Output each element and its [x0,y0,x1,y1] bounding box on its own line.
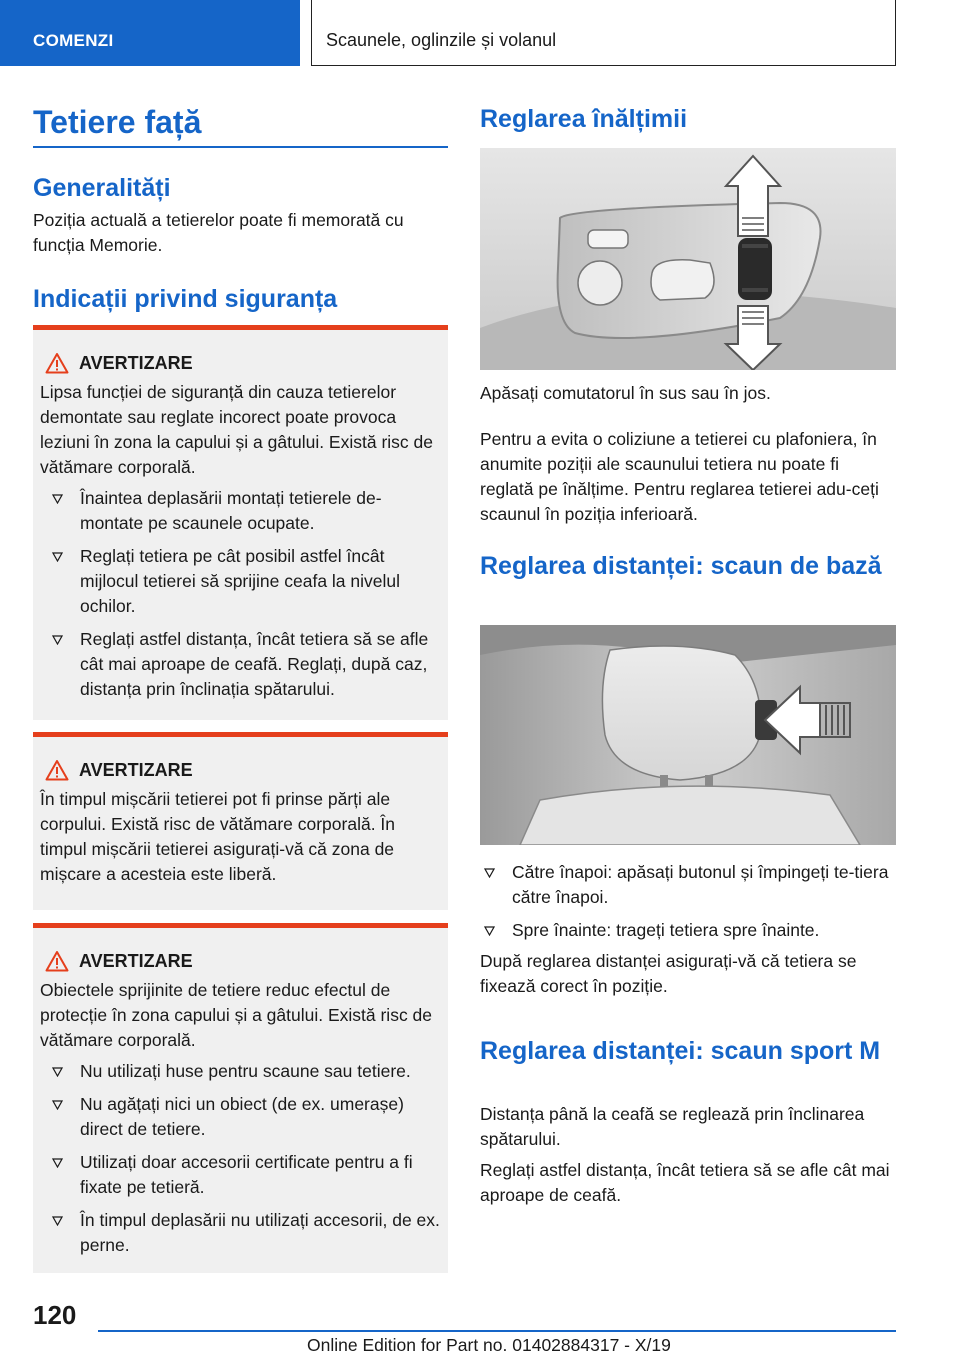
triangle-bullet-icon [52,552,63,562]
footer-divider [98,1330,896,1332]
seat-switch-image [480,148,896,370]
warning-label-2: AVERTIZARE [79,759,193,780]
list-item [52,627,440,702]
sport-seat-text-1: Distanța până la ceafă se reglează prin înclinarea spătarului. [480,1104,865,1149]
list-item [52,486,440,536]
warning-label-3: AVERTIZARE [79,950,193,971]
warning-triangle-icon [45,759,69,781]
page-number: 120 [33,1300,77,1330]
triangle-bullet-icon [52,1100,63,1110]
warning-label-1: AVERTIZARE [79,352,193,373]
triangle-bullet-icon [52,494,63,504]
base-seat-note: După reglarea distanței asigurați-vă că tetiera se fixează corect în poziție. [480,951,857,996]
title-divider [33,146,448,148]
warning-title-2 [45,757,440,783]
triangle-bullet-icon [52,1067,63,1077]
footer-edition: Online Edition for Part no. 01402884317 - X/19 [307,1335,671,1355]
triangle-bullet-icon [52,1158,63,1168]
sport-seat-heading: Reglarea distanței: scaun sport M [480,1037,881,1065]
list-item [480,860,896,910]
headrest-distance-illustration [480,625,896,845]
list-item [52,1092,440,1142]
warning-triangle-icon [45,950,69,972]
warning-title-1 [45,350,440,376]
warning-triangle-icon [45,352,69,374]
height-heading: Reglarea înălțimii [480,105,688,133]
headrest-image [480,625,896,845]
header-chapter-tab [311,0,896,66]
warning-text-1: Lipsa funcției de siguranță din cauza tetierelor demontate sau reglate incorect poate provoca leziuni în zona la capului și a gâtului. Există risc de vătămare corporală. [40,382,433,477]
bullet-text: Nu utilizați huse pentru scaune sau tetiere. [80,1061,411,1081]
list-item [480,918,896,943]
bullet-text: Utilizați doar accesorii certificate pentru a fi fixate pe tetieră. [80,1152,413,1197]
triangle-bullet-icon [52,635,63,645]
height-instruction: Apăsați comutatorul în sus sau în jos. [480,383,771,403]
warning-box-2 [33,732,448,910]
bullet-text: În timpul deplasării nu utilizați accesorii, de ex. perne. [80,1210,440,1255]
height-switch-illustration [480,148,896,370]
triangle-bullet-icon [484,926,495,936]
warning-box-1 [33,325,448,720]
general-text: Poziția actuală a tetierelor poate fi memorată cu funcția Memorie. [33,210,404,255]
height-note: Pentru a evita o coliziune a tetierei cu plafoniera, în anumite poziții ale scaunului tetiera nu poate fi reglată pe înălțime. Pentru reglarea tetierei adu-ceți scaunul în poziția inferioară. [480,429,879,524]
bullet-text: Înaintea deplasării montați tetierele de-montate pe scaunele ocupate. [80,488,382,533]
header-section-label: COMENZI [33,31,114,50]
warning-box-3 [33,923,448,1273]
list-item [52,544,440,619]
header-section-tab [0,0,300,66]
list-item [52,1208,440,1258]
bullet-text: Către înapoi: apăsați butonul și împingeți te-tiera către înapoi. [512,862,889,907]
bullet-text: Reglați tetiera pe cât posibil astfel încât mijlocul tetierei să sprijine ceafa la nivelul ochilor. [80,546,401,616]
list-item [52,1150,440,1200]
safety-heading: Indicații privind siguranța [33,285,338,313]
warning-title-3 [45,948,440,974]
warning-text-2: În timpul mișcării tetierei pot fi prinse părți ale corpului. Există risc de vătămare corporală. În timpul mișcării tetierei asigurați-vă că zona de mișcare a acesteia este liberă. [40,789,396,884]
list-item [52,1059,440,1084]
page-title: Tetiere față [33,104,202,140]
sport-seat-text-2: Reglați astfel distanța, încât tetiera să se afle cât mai aproape de ceafă. [480,1160,890,1205]
warning-text-3: Obiectele sprijinite de tetiere reduc efectul de protecție în zona capului și a gâtului. Există risc de vătămare corporală. [40,980,433,1050]
bullet-text: Nu agățați nici un obiect (de ex. umerașe) direct de tetiere. [80,1094,404,1139]
header-chapter-label: Scaunele, oglinzile și volanul [326,30,557,50]
general-heading: Generalități [33,174,171,202]
base-seat-heading: Reglarea distanței: scaun de bază [480,552,882,580]
triangle-bullet-icon [484,868,495,878]
bullet-text: Reglați astfel distanța, încât tetiera să se afle cât mai aproape de ceafă. Reglați, după caz, distanța prin înclinația spătarului. [80,629,429,699]
triangle-bullet-icon [52,1216,63,1226]
bullet-text: Spre înainte: trageți tetiera spre înainte. [512,920,820,940]
